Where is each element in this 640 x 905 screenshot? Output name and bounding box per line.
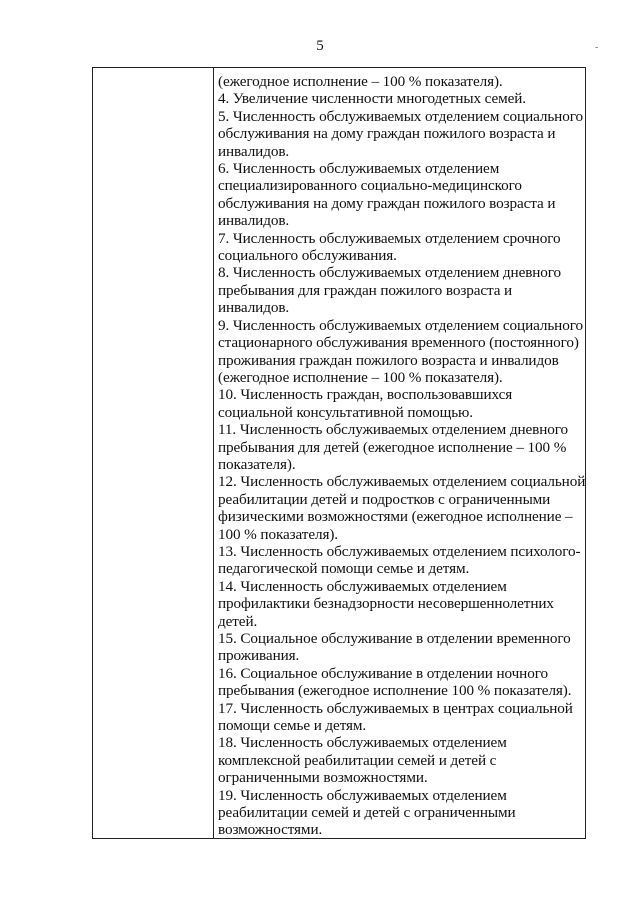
text-line: стационарного обслуживания временного (постоянного) <box>218 334 579 352</box>
text-line: 7. Численность обслуживаемых отделением срочного <box>218 229 561 247</box>
text-line: (ежегодное исполнение – 100 % показателя). <box>218 368 503 386</box>
text-line: 13. Численность обслуживаемых отделением психолого- <box>218 542 581 560</box>
text-line: 8. Численность обслуживаемых отделением дневного <box>218 264 562 282</box>
text-line: возможностями. <box>218 821 323 838</box>
scan-mark: - <box>595 42 599 53</box>
text-line: проживания граждан пожилого возраста и инвалидов <box>218 351 559 369</box>
text-line: пребывания для граждан пожилого возраста и <box>218 281 513 299</box>
text-line: 17. Численность обслуживаемых в центрах социальной <box>218 699 573 717</box>
text-line: социального обслуживания. <box>218 247 397 265</box>
table-right-cell <box>214 68 585 838</box>
text-line: 19. Численность обслуживаемых отделением <box>218 786 507 804</box>
text-line: 14. Численность обслуживаемых отделением <box>218 577 507 595</box>
text-line: ограниченными возможностями. <box>218 769 428 787</box>
text-line: 4. Увеличение численности многодетных семей. <box>218 90 526 108</box>
text-line: реабилитации детей и подростков с ограниченными <box>218 490 551 508</box>
text-line: педагогической помощи семье и детям. <box>218 560 470 578</box>
text-line: 15. Социальное обслуживание в отделении временного <box>218 630 571 647</box>
text-line: инвалидов. <box>218 212 290 230</box>
text-line: (ежегодное исполнение – 100 % показателя). <box>218 73 503 90</box>
text-line: инвалидов. <box>218 142 290 160</box>
text-line: профилактики безнадзорности несовершеннолетних <box>218 595 554 613</box>
text-line: 16. Социальное обслуживание в отделении ночного <box>218 664 548 682</box>
text-line: реабилитации семей и детей с ограниченными <box>218 804 516 822</box>
text-line: инвалидов. <box>218 299 290 317</box>
text-line: 9. Численность обслуживаемых отделением социального <box>218 316 583 334</box>
text-line: социальной консультативной помощью. <box>218 403 473 421</box>
page-number: 5 <box>316 38 324 54</box>
text-line: 6. Численность обслуживаемых отделением <box>218 160 500 178</box>
text-line: проживания. <box>218 647 300 665</box>
text-line: обслуживания на дому граждан пожилого возраста и <box>218 125 556 143</box>
table-left-cell <box>93 68 214 838</box>
text-line: детей. <box>218 612 258 630</box>
text-line: пребывания для детей (ежегодное исполнение – 100 % <box>218 438 567 456</box>
text-line: комплексной реабилитации семей и детей с <box>218 751 497 769</box>
text-line: 10. Численность граждан, воспользовавшихся <box>218 386 513 404</box>
content-table <box>92 67 586 839</box>
text-line: физическими возможностями (ежегодное исполнение – <box>218 508 573 526</box>
text-line: 12. Численность обслуживаемых отделением социальной <box>218 473 585 491</box>
text-line: пребывания (ежегодное исполнение 100 % показателя). <box>218 682 572 700</box>
text-line: специализированного социально-медицинского <box>218 177 522 195</box>
text-line: 11. Численность обслуживаемых отделением дневного <box>218 421 568 439</box>
text-line: показателя). <box>218 455 296 473</box>
text-line: 5. Численность обслуживаемых отделением социального <box>218 107 583 125</box>
text-line: 18. Численность обслуживаемых отделением <box>218 734 507 752</box>
text-line: помощи семье и детям. <box>218 717 367 735</box>
text-line: обслуживания на дому граждан пожилого возраста и <box>218 194 556 212</box>
text-line: 100 % показателя). <box>218 525 338 543</box>
